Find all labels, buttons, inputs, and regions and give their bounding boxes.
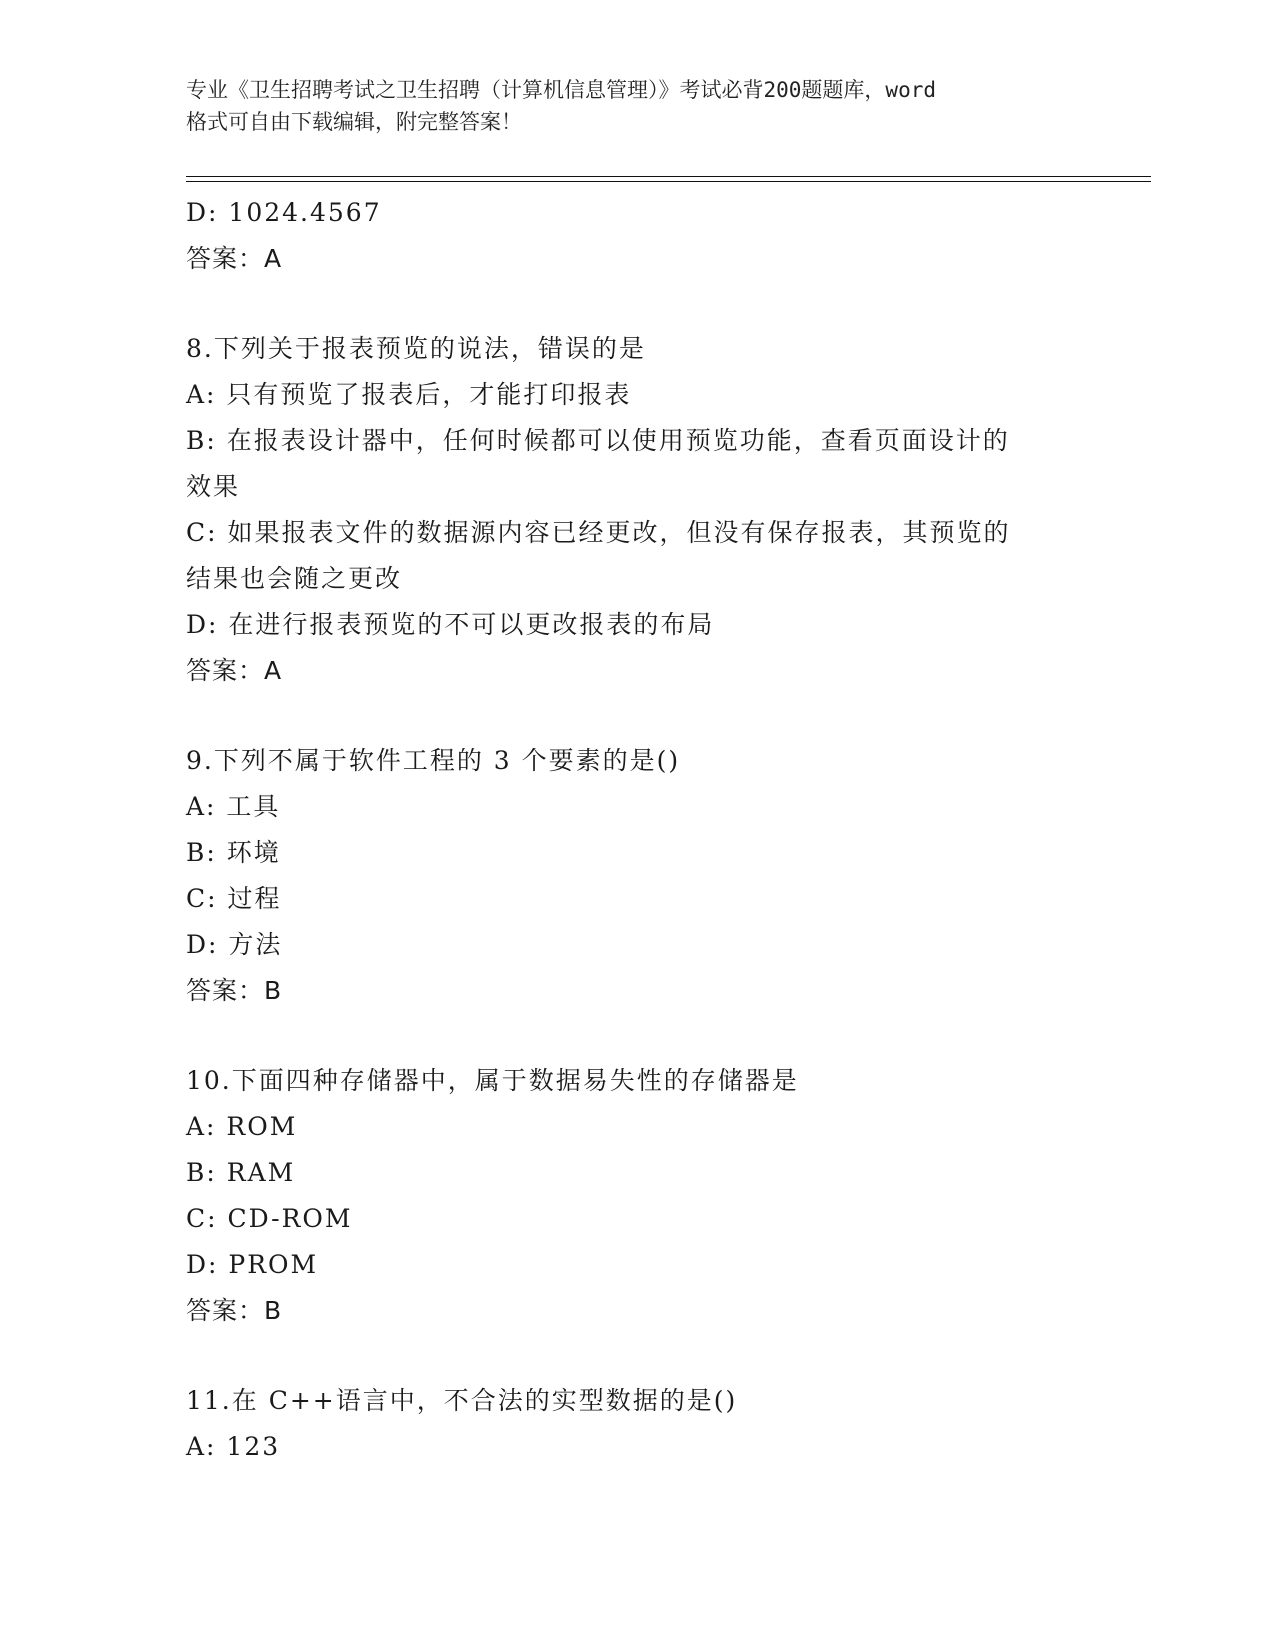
- option-c: C: 如果报表文件的数据源内容已经更改，但没有保存报表，其预览的: [186, 518, 1011, 547]
- question-title: 10.下面四种存储器中，属于数据易失性的存储器是: [186, 1066, 799, 1095]
- question-10: [186, 1058, 1086, 1334]
- header-divider-bottom: [186, 181, 1151, 182]
- option-c: C: 过程: [186, 884, 282, 913]
- answer-line: 答案：A: [186, 656, 283, 685]
- answer-line: 答案：B: [186, 976, 283, 1005]
- header-divider-top: [186, 176, 1151, 177]
- question-title: 9.下列不属于软件工程的 3 个要素的是(): [186, 746, 681, 775]
- question-title: 11.在 C++语言中，不合法的实型数据的是(): [186, 1386, 738, 1415]
- answer-line: 答案：B: [186, 1296, 283, 1325]
- option-b: B: 环境: [186, 838, 281, 867]
- option-d: D: 1024.4567: [186, 198, 382, 227]
- option-a: A: 123: [186, 1432, 281, 1461]
- previous-question-tail: [186, 190, 1086, 282]
- header-line-2: 格式可自由下载编辑，附完整答案！: [186, 110, 522, 134]
- question-8: [186, 326, 1086, 694]
- option-c-continued: 结果也会随之更改: [186, 564, 403, 593]
- option-d: D: 在进行报表预览的不可以更改报表的布局: [186, 610, 715, 639]
- option-a: A: ROM: [186, 1112, 298, 1141]
- option-c: C: CD-ROM: [186, 1204, 353, 1233]
- option-b: B: RAM: [186, 1158, 296, 1187]
- question-title: 8.下列关于报表预览的说法，错误的是: [186, 334, 646, 363]
- option-a: A: 工具: [186, 792, 281, 821]
- option-d: D: PROM: [186, 1250, 319, 1279]
- option-a: A: 只有预览了报表后，才能打印报表: [186, 380, 632, 409]
- header-line-1: 专业《卫生招聘考试之卫生招聘（计算机信息管理）》考试必背200题题库，word: [186, 78, 936, 102]
- option-b-continued: 效果: [186, 472, 241, 501]
- question-list: [186, 190, 1086, 1470]
- question-9: [186, 738, 1086, 1014]
- question-11: [186, 1378, 1086, 1470]
- option-d: D: 方法: [186, 930, 283, 959]
- answer-line: 答案：A: [186, 244, 283, 273]
- option-b: B: 在报表设计器中，任何时候都可以使用预览功能，查看页面设计的: [186, 426, 1010, 455]
- page-header: [186, 74, 1106, 138]
